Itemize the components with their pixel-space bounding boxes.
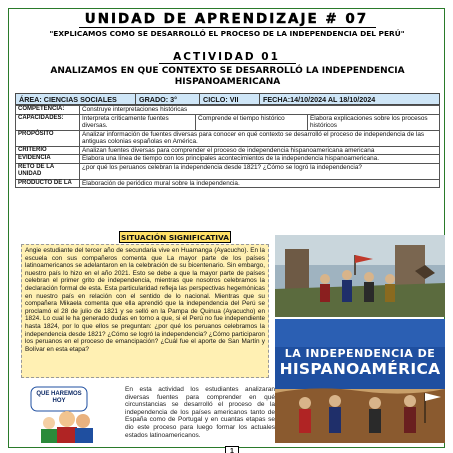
what-we-will-do-label: QUE HAREMOS HOY	[36, 391, 82, 404]
reto-label: RETO DE LA UNIDAD	[16, 163, 80, 179]
table-row	[16, 163, 440, 179]
reto-value: ¿por qué los peruanos celebran la independencia desde 1821? ¿Cómo se logró la independencia?	[80, 163, 440, 179]
independence-poster-image	[275, 319, 445, 443]
poster-banner	[275, 347, 445, 378]
unit-title: UNIDAD DE APRENDIZAJE # 07	[84, 11, 369, 27]
producto-label: PRODUCTO DE LA	[16, 179, 80, 188]
title-underline	[79, 27, 376, 28]
activity-title: ANALIZAMOS EN QUE CONTEXTO SE DESARROLLÓ LA INDEPENDENCIA HISPANOAMERICANA	[50, 66, 405, 87]
table-row	[16, 146, 440, 155]
fecha-field: FECHA:14/10/2024 AL 18/10/2024	[263, 94, 376, 104]
situacion-label: SITUACIÓN SIGNIFICATIVA	[121, 233, 229, 242]
grado-field: GRADO: 3°	[136, 94, 200, 104]
table-row	[16, 155, 440, 164]
table-row	[16, 179, 440, 188]
table-row	[16, 130, 440, 146]
situacion-text: Angie estudiante del tercer año de secundaria vive en Huamanga (Ayacucho). En la escuela con sus compañeros comenta que La mayor parte de los países latinoamericanos se adelantaron en la celebración de su bicentenario. Sin embargo, nuestro país lo hizo en el año 2021. Esto se debe a que la mayor parte de países celebran el primer grito de independencia, mientras que nosotros celebramos la declaración formal de esta. Esta particularidad refleja las perspectivas hegemónicas en nuestro país en relación con el sentido de lo nacional. Mientras que su compañera Mikaela comenta que ella aprendió que la independencia del Perú se proclamó el 28 de julio de 1821 y se selló en la Pampa de Quinua (Ayacucho) en 1824. Lo cual le ha generado dudas en torno a que, si el Perú no fue independiente hasta 1824, por lo que ellos se preguntan: ¿por qué los peruanos celebramos la independencia desde 1821? ¿Cómo se logró la independencia? ¿Cómo participaron los peruanos en el proceso de emancipación? ¿Cuál fue el aporte de San Martín y Bolívar en esta etapa?	[21, 244, 269, 378]
info-bar	[15, 93, 440, 105]
table-row	[16, 106, 440, 115]
activity-objective-text: En esta actividad los estudiantes analizaran diversas fuentes para comprender en qué circunstancias se desarrolló el proceso de la independencia de los países americanos tanto de España como de Portugal y en cuantas etapas se dio este proceso para luego formar los actuales estados latinoamericanos.	[125, 386, 275, 439]
activity-label: ACTIVIDAD 01	[173, 51, 280, 63]
criterio-value: Analizan fuentes diversas para comprender el proceso de independencia hispanoamericana americana	[80, 146, 440, 155]
worksheet-page	[8, 8, 445, 453]
capacidades-label: CAPACIDADES:	[16, 114, 80, 130]
poster-banner-line1: LA INDEPENDENCIA DE	[284, 347, 436, 360]
capacidad-1: Interpreta críticamente fuentes diversas.	[80, 114, 196, 130]
producto-value: Elaboración de periódico mural sobre la independencia.	[80, 179, 440, 188]
proposito-value: Analizar información de fuentes diversas para conocer en qué contexto se desarrolló el proceso de independencia de las antiguas colonias españolas en América.	[80, 130, 440, 146]
competencia-label: COMPETENCIA:	[16, 106, 80, 115]
what-we-will-do-badge	[29, 385, 101, 443]
evidencia-value: Elabora una línea de tiempo con los principales acontecimientos de la independencia hispanoamericana.	[80, 155, 440, 164]
evidencia-label: EVIDENCIA	[16, 155, 80, 164]
competencia-value: Construye interpretaciones históricas	[80, 106, 440, 115]
criterio-label: CRITERIO	[16, 146, 80, 155]
proposito-label: PROPÓSITO	[16, 130, 80, 146]
capacidad-2: Comprende el tiempo histórico	[196, 114, 308, 130]
capacidad-3: Elabora explicaciones sobre los procesos históricos	[308, 114, 440, 130]
independence-painting-image	[275, 235, 445, 317]
page-number: 1	[225, 446, 239, 453]
activity-underline	[159, 63, 296, 64]
poster-banner-line2: HISPANOAMÉRICA	[279, 360, 441, 378]
info-table	[15, 105, 440, 188]
unit-subtitle: "EXPLICAMOS COMO SE DESARROLLÓ EL PROCESO DE LA INDEPENDENCIA DEL PERÚ"	[49, 29, 405, 38]
table-row	[16, 114, 440, 130]
ciclo-field: CICLO: VII	[200, 94, 260, 104]
area-field: ÁREA: CIENCIAS SOCIALES	[16, 94, 136, 104]
